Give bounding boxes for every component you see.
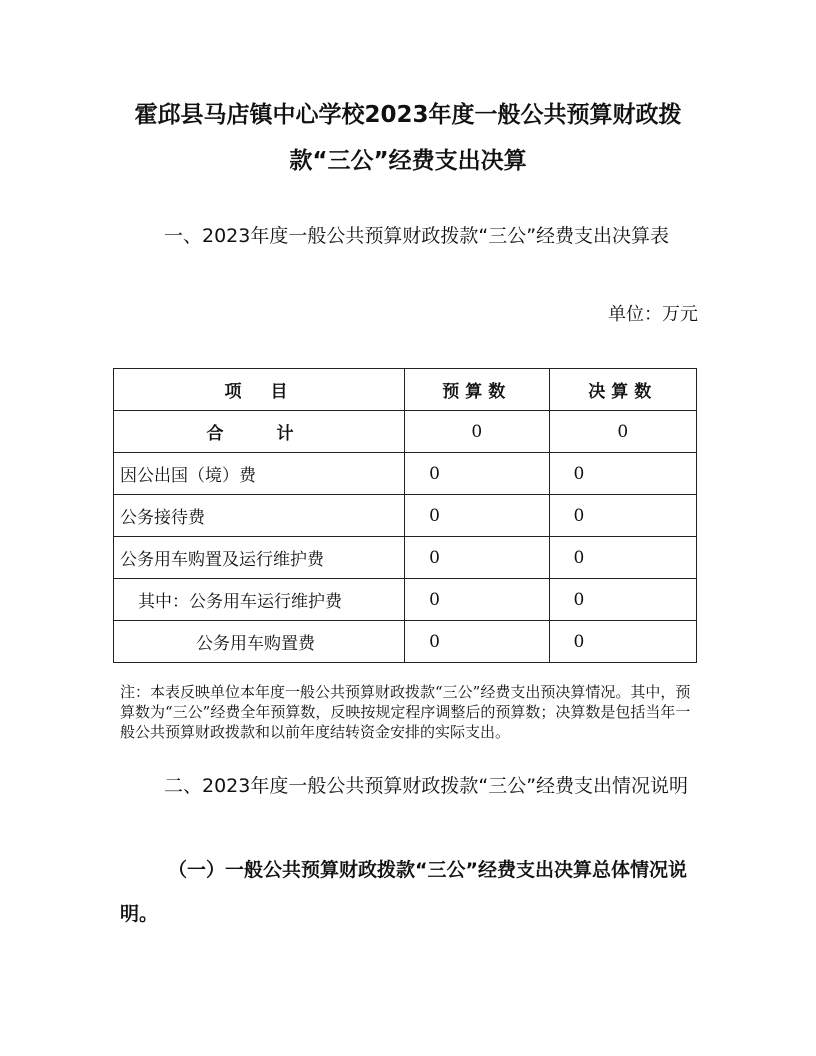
- table-row: [114, 453, 697, 495]
- row-label: 公务接待费: [114, 495, 405, 537]
- row-final: 0: [549, 495, 696, 537]
- unit-label: 单位：万元: [608, 304, 698, 325]
- total-label: 合 计: [114, 411, 405, 453]
- table-row: [114, 537, 697, 579]
- section-1-heading: 一、2023年度一般公共预算财政拨款“三公”经费支出决算表: [164, 225, 670, 247]
- row-final: 0: [549, 453, 696, 495]
- section-2-heading: 二、2023年度一般公共预算财政拨款“三公”经费支出情况说明: [164, 775, 689, 797]
- row-final: 0: [549, 537, 696, 579]
- row-budget: 0: [405, 537, 549, 579]
- row-budget: 0: [405, 495, 549, 537]
- table-header-row: [114, 369, 697, 411]
- row-final: 0: [549, 579, 696, 621]
- row-budget: 0: [405, 621, 549, 663]
- section-2-1-heading: （一）一般公共预算财政拨款“三公”经费支出决算总体情况说明。: [120, 859, 687, 925]
- document-title: 霍邱县马店镇中心学校2023年度一般公共预算财政拨款“三公”经费支出决算: [134, 102, 682, 174]
- table-row: [114, 579, 697, 621]
- row-label: 因公出国（境）费: [114, 453, 405, 495]
- header-final: 决算数: [549, 369, 696, 411]
- table-row: [114, 621, 697, 663]
- row-final: 0: [549, 621, 696, 663]
- table-total-row: [114, 411, 697, 453]
- total-budget: 0: [405, 411, 549, 453]
- header-budget: 预算数: [405, 369, 549, 411]
- row-label: 公务用车购置费: [114, 621, 405, 663]
- table-row: [114, 495, 697, 537]
- three-public-expense-table: [113, 368, 697, 663]
- table-note: 注：本表反映单位本年度一般公共预算财政拨款“三公”经费支出预决算情况。其中，预算数为“三公”经费全年预算数，反映按规定程序调整后的预算数；决算数是包括当年一般公共预算财政拨款和以前年度结转资金安排的实际支出。: [120, 683, 691, 741]
- row-budget: 0: [405, 453, 549, 495]
- header-item: 项 目: [114, 369, 405, 411]
- row-label: 其中：公务用车运行维护费: [114, 579, 405, 621]
- row-label: 公务用车购置及运行维护费: [114, 537, 405, 579]
- row-budget: 0: [405, 579, 549, 621]
- total-final: 0: [549, 411, 696, 453]
